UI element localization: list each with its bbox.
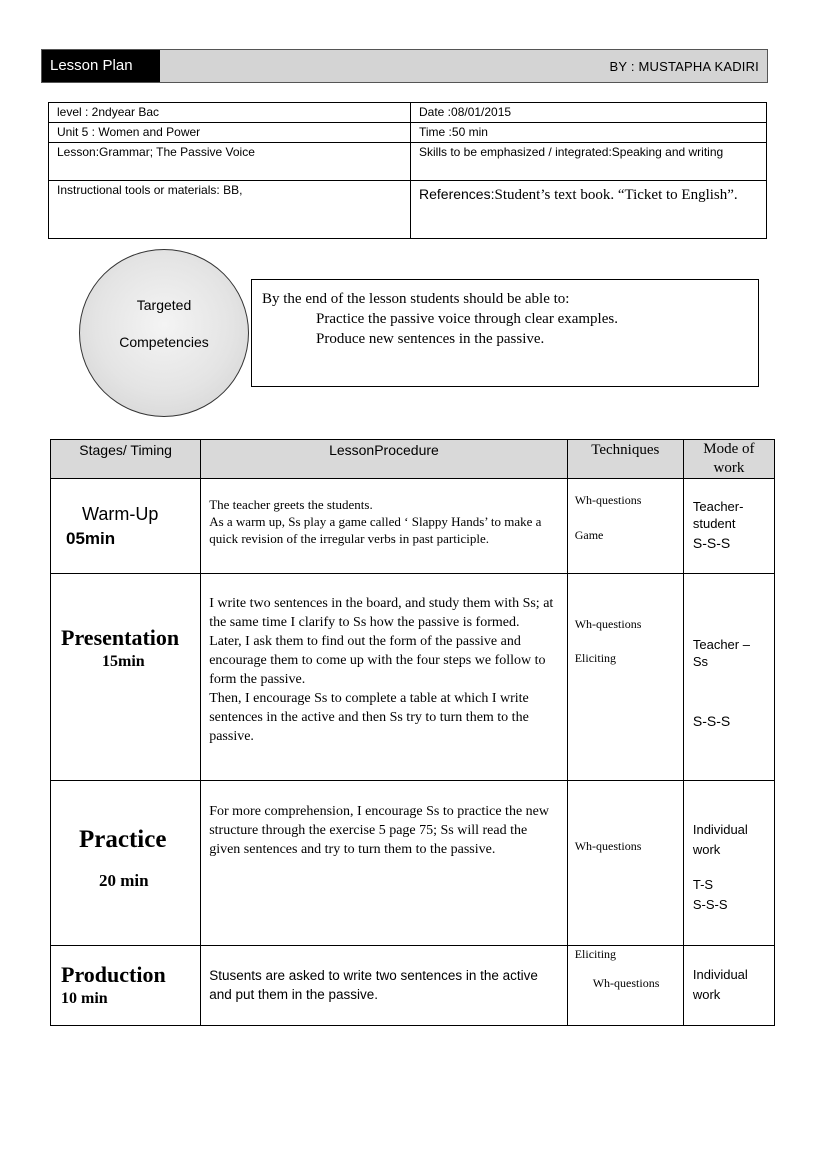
skills-cell: Skills to be emphasized / integrated:Speaking and writing bbox=[411, 143, 767, 181]
references-text: Student’s text book. “Ticket to English”. bbox=[494, 187, 738, 203]
header-stages: Stages/ Timing bbox=[51, 440, 201, 479]
stage-timing: 10 min bbox=[61, 990, 108, 1007]
stage-timing: 05min bbox=[66, 529, 116, 548]
procedure-text: The teacher greets the students. As a warm up, Ss play a game called ‘ Slappy Hands’ to make a quick revision of the irregular verbs in past participle. bbox=[209, 497, 542, 546]
stage-name: Production bbox=[61, 962, 166, 987]
procedure-cell bbox=[201, 574, 568, 781]
level-cell: level : 2ndyear Bac bbox=[49, 103, 411, 123]
header-author: BY : MUSTAPHA KADIRI bbox=[609, 59, 759, 74]
references-label: References: bbox=[419, 186, 495, 202]
table-row bbox=[51, 781, 775, 946]
procedure-cell bbox=[201, 781, 568, 946]
mode-item: T-S bbox=[692, 877, 714, 892]
stage-timing: 20 min bbox=[99, 871, 149, 890]
mode-item: Teacher –Ss bbox=[692, 637, 750, 669]
technique-item: Wh-questions bbox=[574, 839, 642, 853]
mode-item: Individual work bbox=[692, 822, 748, 857]
objectives-intro: By the end of the lesson students should be able to: bbox=[262, 291, 570, 307]
mode-item: S-S-S bbox=[692, 535, 731, 551]
procedure-table bbox=[50, 439, 775, 1026]
techniques-cell bbox=[567, 946, 683, 1026]
objectives-box bbox=[251, 279, 759, 387]
technique-item: Game bbox=[574, 528, 604, 542]
techniques-cell bbox=[567, 781, 683, 946]
technique-item: Wh-questions bbox=[574, 493, 642, 507]
mode-item: Teacher-student bbox=[692, 499, 744, 531]
objective-item: Practice the passive voice through clear examples. bbox=[316, 311, 618, 327]
stage-name: Warm-Up bbox=[82, 504, 159, 524]
table-row bbox=[51, 574, 775, 781]
competencies-circle bbox=[79, 249, 249, 417]
stage-cell bbox=[51, 479, 201, 574]
stage-cell bbox=[51, 946, 201, 1026]
mode-cell bbox=[683, 781, 774, 946]
objective-item: Produce new sentences in the passive. bbox=[316, 331, 545, 347]
info-table bbox=[48, 102, 767, 239]
table-row bbox=[51, 946, 775, 1026]
tools-cell: Instructional tools or materials: BB, bbox=[49, 181, 411, 239]
stage-name: Presentation bbox=[61, 625, 180, 650]
mode-item: S-S-S bbox=[692, 897, 728, 912]
header-procedure: LessonProcedure bbox=[201, 440, 568, 479]
procedure-text: I write two sentences in the board, and study them with Ss; at the same time I clarify to Ss how the passive is formed. Later, I ask them to find out the form of the passive and encourage them to come up with the four steps we follow to form the passive. Then, I encourage Ss to complete a table at which I write sentences in the active and then Ss try to turn them to the passive. bbox=[209, 596, 554, 744]
procedure-cell bbox=[201, 946, 568, 1026]
techniques-cell bbox=[567, 479, 683, 574]
header-title: Lesson Plan bbox=[42, 50, 160, 82]
procedure-text: Stusents are asked to write two sentences in the active and put them in the passive. bbox=[209, 968, 538, 1002]
mode-cell bbox=[683, 946, 774, 1026]
techniques-cell bbox=[567, 574, 683, 781]
table-row bbox=[51, 479, 775, 574]
stage-cell bbox=[51, 781, 201, 946]
stage-name: Practice bbox=[79, 826, 167, 853]
stage-cell bbox=[51, 574, 201, 781]
technique-item: Eliciting bbox=[574, 947, 617, 961]
procedure-cell bbox=[201, 479, 568, 574]
date-cell: Date :08/01/2015 bbox=[411, 103, 767, 123]
lesson-cell: Lesson:Grammar; The Passive Voice bbox=[49, 143, 411, 181]
technique-item: Wh-questions bbox=[592, 976, 660, 990]
unit-cell: Unit 5 : Women and Power bbox=[49, 123, 411, 143]
header-bar bbox=[41, 49, 768, 83]
time-cell: Time :50 min bbox=[411, 123, 767, 143]
competencies-line2: Competencies bbox=[119, 334, 209, 350]
mode-item: Individual work bbox=[692, 967, 748, 1002]
competencies-line1: Targeted bbox=[136, 297, 192, 313]
procedure-text: For more comprehension, I encourage Ss to practice the new structure through the exercise 5 page 75; Ss will read the given sentences and try to turn them to the passive. bbox=[209, 804, 549, 857]
mode-cell bbox=[683, 574, 774, 781]
technique-item: Wh-questions bbox=[574, 617, 642, 631]
header-techniques: Techniques bbox=[567, 440, 683, 479]
stage-timing: 15min bbox=[102, 653, 145, 670]
technique-item: Eliciting bbox=[574, 651, 617, 665]
header-mode: Mode of work bbox=[683, 440, 774, 479]
mode-item: S-S-S bbox=[692, 713, 731, 729]
mode-cell bbox=[683, 479, 774, 574]
references-cell bbox=[411, 181, 767, 239]
